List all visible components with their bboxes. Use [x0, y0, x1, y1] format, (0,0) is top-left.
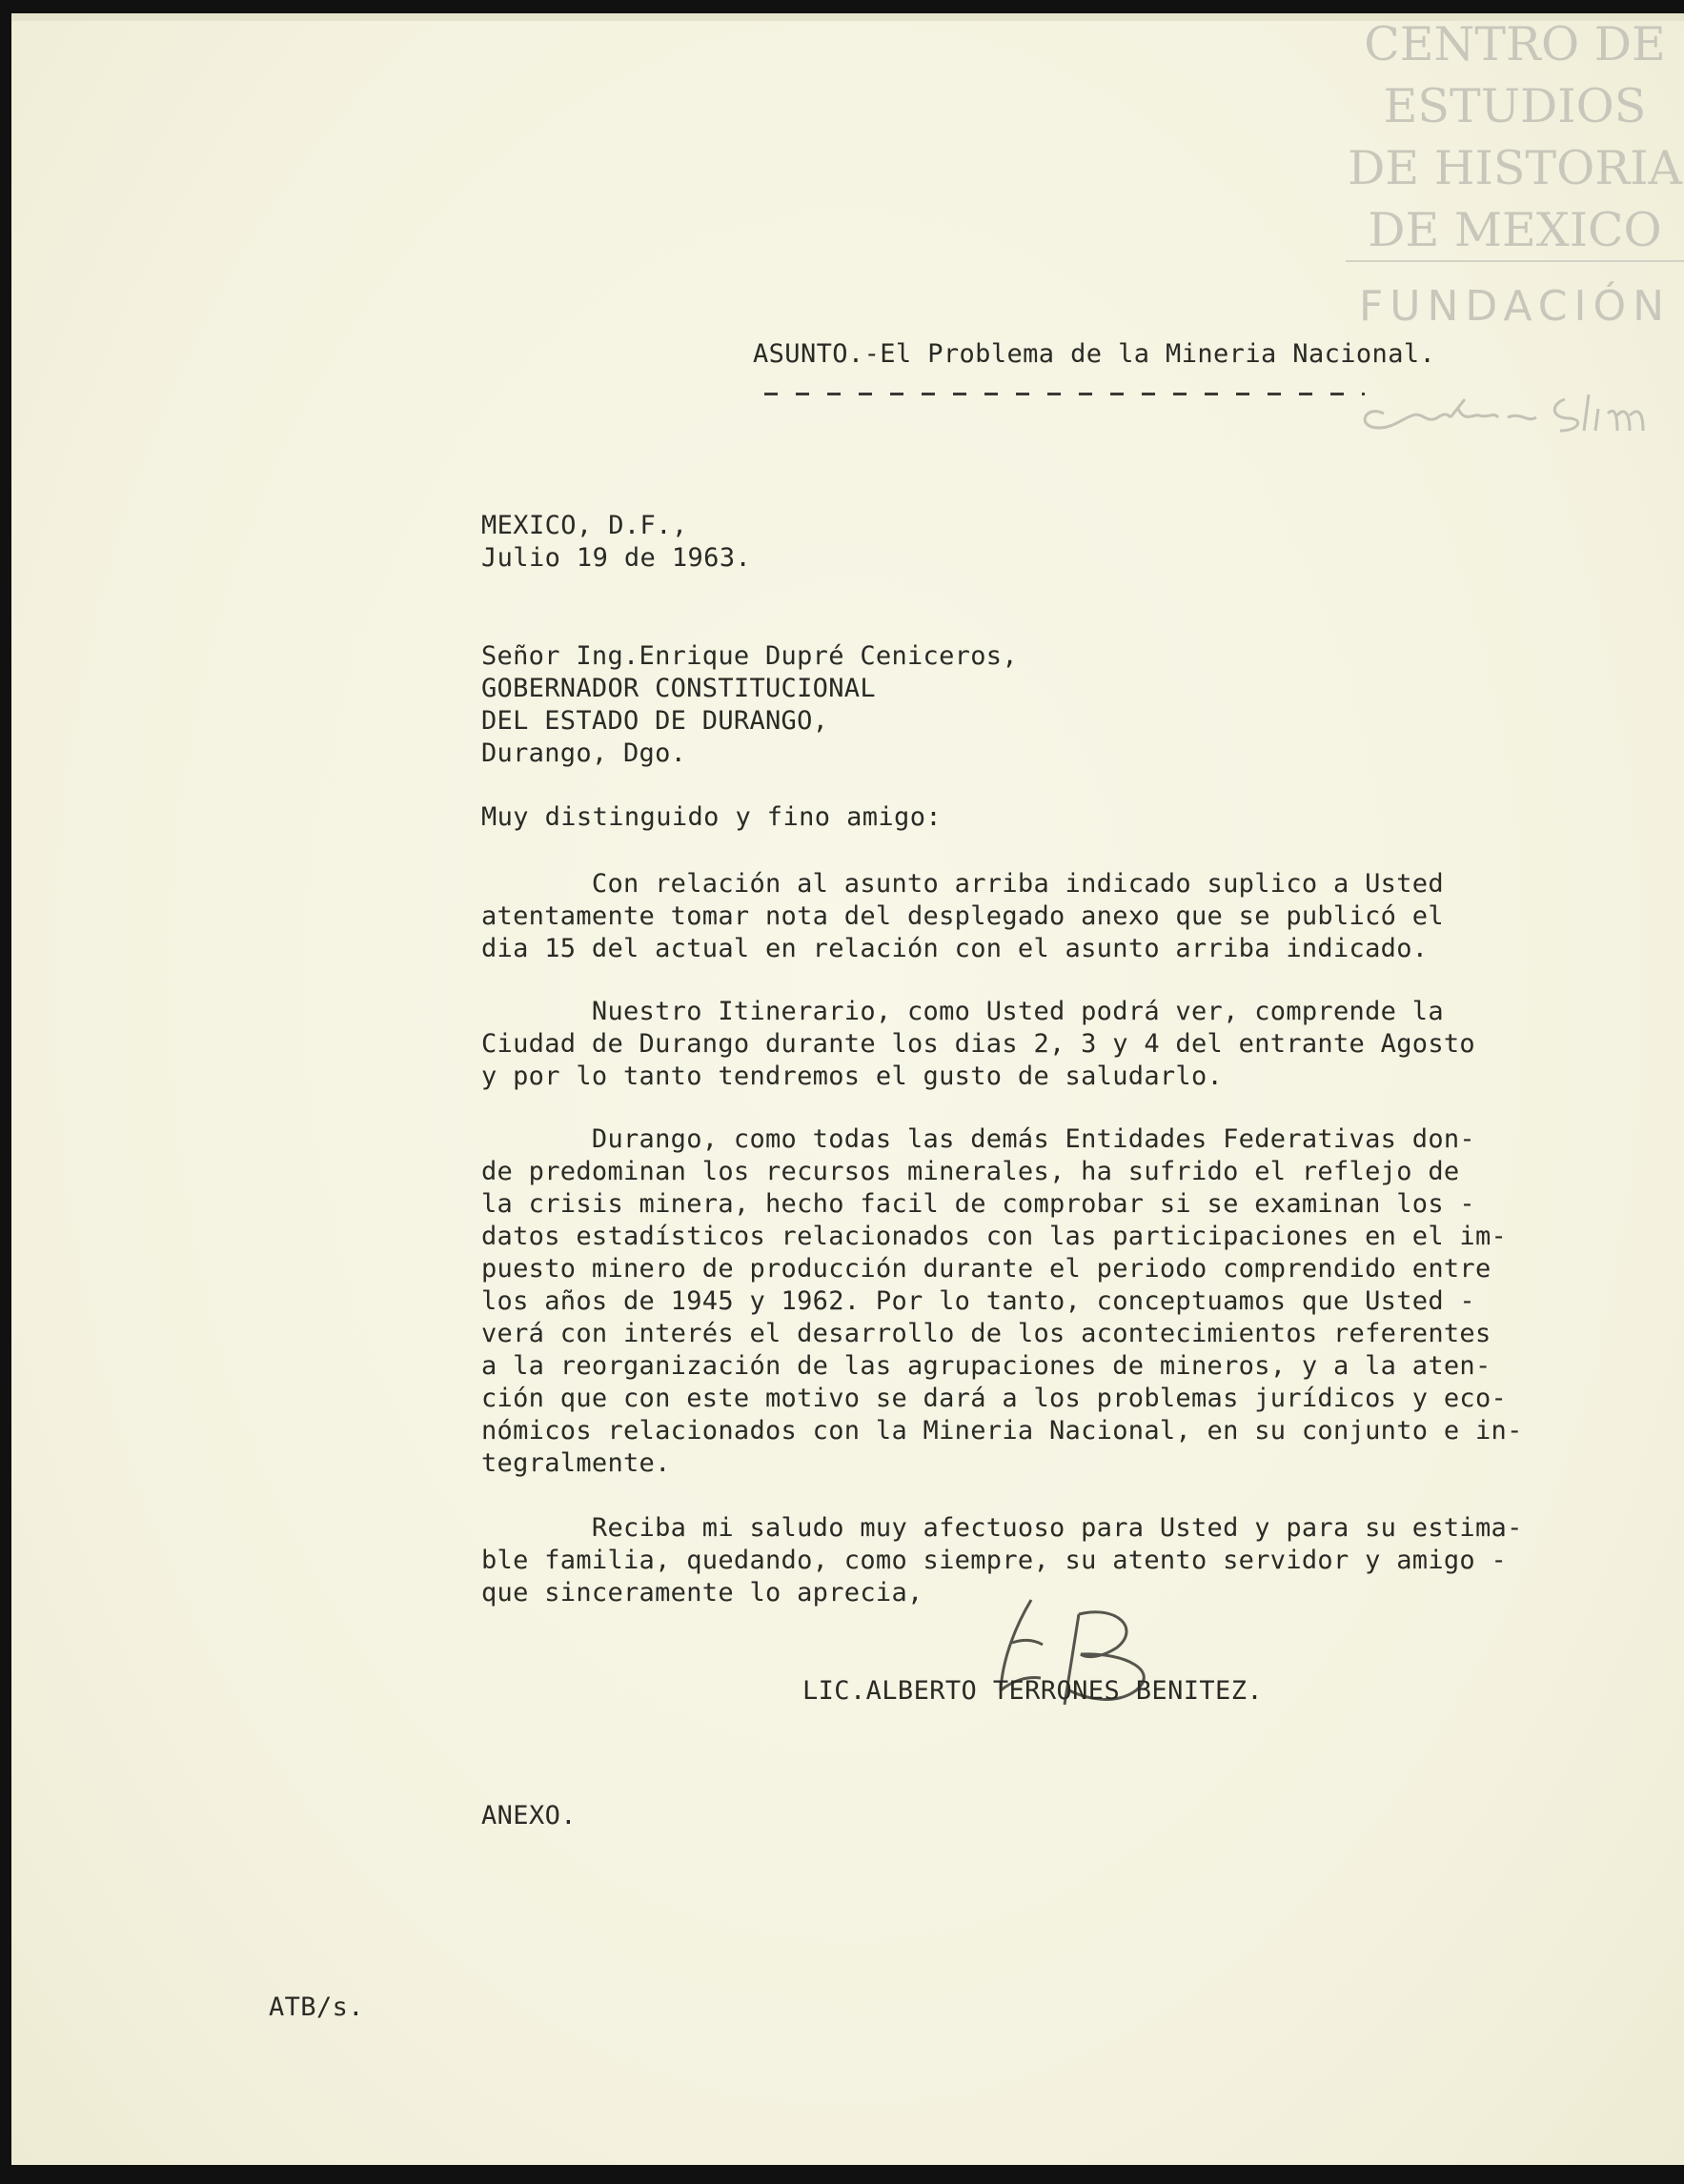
recipient-line: DEL ESTADO DE DURANGO,: [481, 706, 829, 736]
paragraph-line: que sinceramente lo aprecia,: [481, 1578, 923, 1608]
paragraph-line: puesto minero de producción durante el periodo comprendido entre: [481, 1254, 1491, 1284]
paragraph-3: [481, 1123, 1577, 1480]
watermark-line: DE MEXICO: [1368, 203, 1662, 257]
paragraph-line: verá con interés el desarrollo de los acontecimientos referentes: [481, 1319, 1491, 1348]
paragraph-line: Nuestro Itinerario, como Usted podrá ver, comprende la: [481, 997, 1444, 1026]
enclosure-note: ANEXO.: [481, 1801, 577, 1830]
paragraph-line: dia 15 del actual en relación con el asunto arriba indicado.: [481, 934, 1429, 963]
watermark-signature-logo: [1346, 375, 1684, 442]
recipient-address: [481, 640, 1577, 770]
recipient-line: Durango, Dgo.: [481, 738, 687, 768]
letter-page: [11, 13, 1684, 2165]
paragraph-line: a la reorganización de las agrupaciones de mineros, y a la aten-: [481, 1351, 1491, 1381]
signer-name: LIC.ALBERTO TERRONES BENITEZ.: [802, 1676, 1264, 1706]
paragraph-line: Ciudad de Durango durante los dias 2, 3 y 4 del entrante Agosto: [481, 1029, 1475, 1059]
salutation: Muy distinguido y fino amigo:: [481, 802, 943, 832]
paragraph-line: los años de 1945 y 1962. Por lo tanto, conceptuamos que Usted -: [481, 1286, 1475, 1316]
watermark-line: ESTUDIOS: [1383, 79, 1647, 133]
subject-line: ASUNTO.-El Problema de la Mineria Nacional.: [753, 339, 1436, 369]
subject-underline: [764, 393, 1365, 395]
paragraph-line: y por lo tanto tendremos el gusto de saludarlo.: [481, 1062, 1224, 1091]
paragraph-line: la crisis minera, hecho facil de comprobar si se examinan los -: [481, 1189, 1475, 1219]
recipient-line: Señor Ing.Enrique Dupré Ceniceros,: [481, 641, 1018, 671]
archive-watermark: [1346, 13, 1684, 261]
paragraph-2: [481, 996, 1577, 1093]
watermark-line: CENTRO DE: [1364, 17, 1666, 71]
letter-place: MEXICO, D.F.,: [481, 511, 688, 540]
paragraph-line: atentamente tomar nota del desplegado anexo que se publicó el: [481, 901, 1444, 931]
typist-initials: ATB/s.: [269, 1992, 364, 2022]
paragraph-line: ción que con este motivo se dará a los problemas jurídicos y eco-: [481, 1384, 1508, 1413]
letter-date: Julio 19 de 1963.: [481, 543, 752, 573]
watermark-divider: [1346, 260, 1684, 262]
paragraph-line: Reciba mi saludo muy afectuoso para Usted y para su estima-: [481, 1513, 1523, 1543]
paragraph-line: tegralmente.: [481, 1448, 671, 1478]
paragraph-line: ble familia, quedando, como siempre, su atento servidor y amigo -: [481, 1546, 1508, 1575]
paragraph-line: datos estadísticos relacionados con las participaciones en el im-: [481, 1222, 1508, 1251]
paragraph-line: de predominan los recursos minerales, ha sufrido el reflejo de: [481, 1157, 1460, 1186]
paragraph-1: [481, 868, 1577, 965]
paragraph-line: Durango, como todas las demás Entidades Federativas don-: [481, 1124, 1475, 1154]
paragraph-line: Con relación al asunto arriba indicado suplico a Usted: [481, 869, 1444, 899]
watermark-line: DE HISTORIA: [1348, 141, 1682, 195]
recipient-line: GOBERNADOR CONSTITUCIONAL: [481, 674, 876, 703]
watermark-fundacion: FUNDACIÓN: [1358, 282, 1672, 331]
paragraph-line: nómicos relacionados con la Mineria Nacional, en su conjunto e in-: [481, 1416, 1523, 1446]
